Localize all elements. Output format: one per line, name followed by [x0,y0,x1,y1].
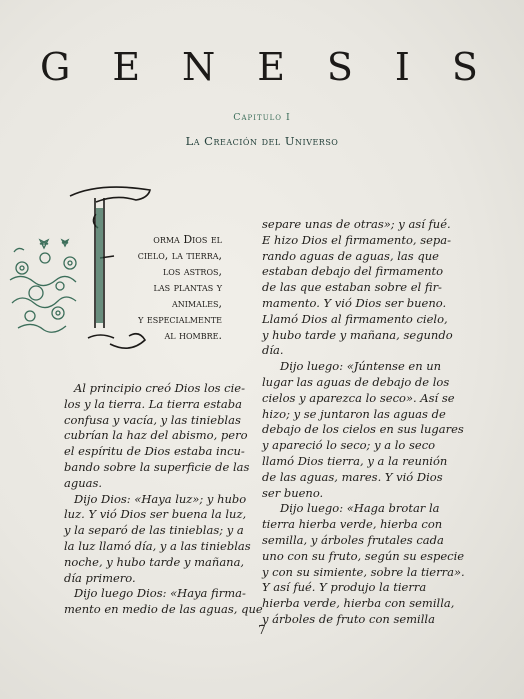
text-line: confusa y vacía, y las tinieblas [64,412,241,427]
chapter-label: Capitulo I [233,112,291,123]
intro-line: orma Dios el [153,233,222,246]
text-line: mamento. Y vió Dios ser bueno. [262,295,447,310]
text-line: día. [262,343,284,358]
text-line: y árboles de fruto con semilla [262,611,435,626]
text-line: Dijo luego: «Haga brotar la [280,501,440,516]
text-line: y apareció lo seco; y a lo seco [262,438,436,453]
page-number: 7 [258,623,266,637]
text-line: Dijo Dios: «Haya luz»; y hubo [74,491,247,506]
text-line: E hizo Dios el firmamento, sepa- [262,232,452,247]
text-line: el espíritu de Dios estaba incu- [64,444,245,459]
text-line: mento en medio de las aguas, que [64,602,263,617]
intro-line: animales, [171,297,222,310]
title-letter: E [257,45,287,89]
title-letter: S [451,45,480,89]
text-line: y la separó de las tinieblas; y a [64,523,244,538]
text-line: de las que estaban sobre el fir- [262,280,442,295]
text-line: de las aguas, mares. Y vió Dios [262,469,443,484]
text-line: llamó Dios tierra, y a la reunión [262,453,448,468]
text-line: bando sobre la superficie de las [64,459,250,474]
text-line: hierba verde, hierba con semilla, [262,596,455,611]
text-line: y con su simiente, sobre la tierra». [262,564,465,579]
chapter-subtitle: La Creación del Universo [185,134,339,148]
text-line: y hubo tarde y mañana, segundo [262,327,453,342]
left-column [64,381,274,618]
title-letter: G [40,45,73,89]
text-line: noche, y hubo tarde y mañana, [64,554,245,569]
text-line: cubrían la haz del abismo, pero [64,428,248,443]
title-letter: N [182,45,218,89]
intro-summary [110,232,222,344]
text-line: aguas. [64,475,103,490]
text-line: los y la tierra. La tierra estaba [64,396,242,411]
right-column [262,217,465,628]
intro-line: al hombre. [164,329,222,342]
intro-line: las plantas y [153,281,222,294]
intro-line: cielo, la tierra, [137,249,222,262]
text-line: luz. Y vió Dios ser buena la luz, [64,507,247,522]
text-line: Dijo luego Dios: «Haya firma- [74,586,246,601]
text-line: ser bueno. [262,485,324,500]
text-line: Al principio creó Dios los cie- [74,381,245,395]
intro-line: y especialmente [138,313,222,326]
text-line: rando aguas de aguas, las que [262,248,439,263]
text-line: uno con su fruto, según su especie [262,548,465,563]
text-line: la luz llamó día, y a las tinieblas [64,538,251,553]
text-line: lugar las aguas de debajo de los [262,374,450,389]
text-line: tierra hierba verde, hierba con [262,517,443,532]
text-line: debajo de los cielos en sus lugares [262,422,464,437]
text-line: hizo; y se juntaron las aguas de [262,406,446,421]
text-line: Dijo luego: «Júntense en un [280,359,442,374]
floral-ornament-icon [10,240,76,332]
title-letter: I [394,45,412,89]
text-line: día primero. [64,570,136,585]
text-line: Llamó Dios al firmamento cielo, [262,311,448,326]
page-title [40,44,480,90]
text-line: separe unas de otras»; y así fué. [262,217,451,231]
text-line: estaban debajo del firmamento [262,264,444,279]
text-line: Y así fué. Y produjo la tierra [262,580,427,595]
title-letter: S [326,45,355,89]
title-letter: E [112,45,143,89]
text-line: semilla, y árboles frutales cada [262,532,444,547]
intro-line: los astros, [162,265,222,278]
text-line: cielos y aparezca lo seco». Así se [262,390,455,405]
